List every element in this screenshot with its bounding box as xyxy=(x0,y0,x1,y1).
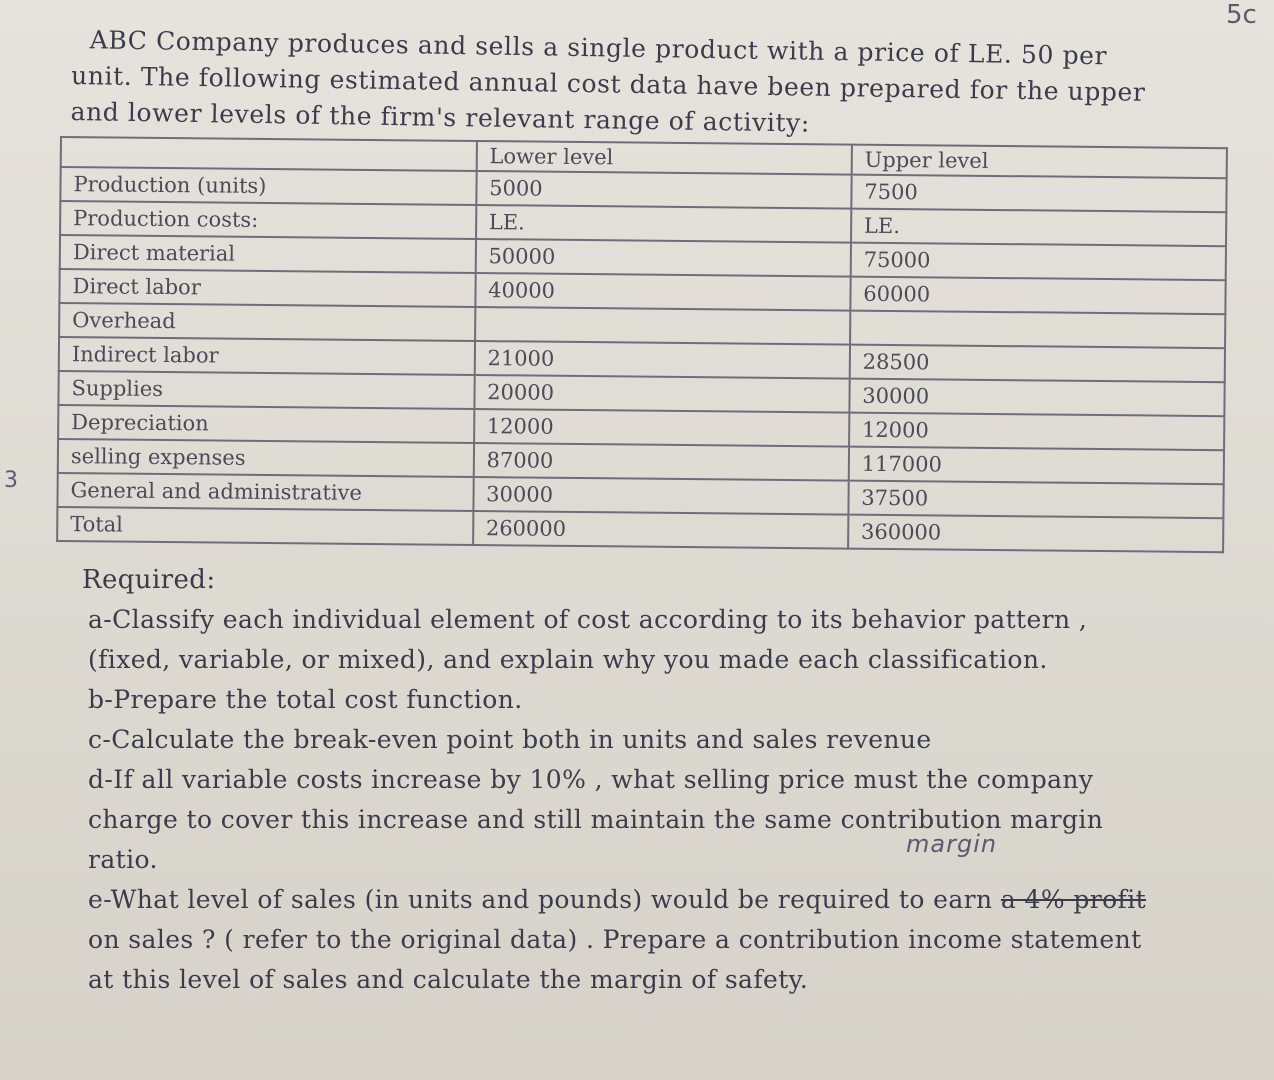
row-lower: 5000 xyxy=(476,171,851,209)
question-b: b-Prepare the total cost function. xyxy=(88,685,523,714)
row-item: Overhead xyxy=(59,303,475,341)
row-upper xyxy=(850,311,1225,349)
question-e-line-2: on sales ? ( refer to the original data) . Prepare a contribution income statement xyxy=(88,925,1142,954)
required-heading: Required: xyxy=(82,565,216,595)
intro-line-2: unit. The following estimated annual cost data have been prepared for the upper xyxy=(70,60,1146,107)
header-lower-level: Lower level xyxy=(476,141,851,175)
intro-line-1: ABC Company produces and sells a single product with a price of LE. 50 per xyxy=(89,25,1108,71)
question-e-line-3: at this level of sales and calculate the margin of safety. xyxy=(88,965,809,994)
row-lower: 50000 xyxy=(475,239,850,277)
cost-data-table xyxy=(56,136,1228,553)
row-item: Production (units) xyxy=(60,167,476,205)
row-item: Direct material xyxy=(60,235,476,273)
cost-data-table-container xyxy=(56,136,1228,553)
question-a-line-1: a-Classify each individual element of cost according to its behavior pattern , xyxy=(88,605,1088,634)
row-lower: LE. xyxy=(476,205,851,243)
question-d-line-1: d-If all variable costs increase by 10% , what selling price must the company xyxy=(88,765,1094,794)
question-a-line-2: (fixed, variable, or mixed), and explain why you made each classification. xyxy=(88,645,1048,674)
row-lower: 12000 xyxy=(474,409,849,447)
problem-intro xyxy=(70,22,1212,148)
row-upper: 75000 xyxy=(850,243,1225,281)
question-e-line-1-text: e-What level of sales (in units and pounds) would be required to earn xyxy=(88,885,1001,914)
row-item: Indirect labor xyxy=(59,337,475,375)
row-item: Supplies xyxy=(58,371,474,409)
row-upper: 28500 xyxy=(850,345,1225,383)
struck-phrase: a 4% profit xyxy=(1000,885,1147,914)
row-item: Production costs: xyxy=(60,201,476,239)
row-upper: 37500 xyxy=(848,481,1223,519)
question-d-line-3: ratio. xyxy=(88,845,158,874)
row-upper: 30000 xyxy=(849,379,1224,417)
row-item: Direct labor xyxy=(59,269,475,307)
handwritten-margin-note: margin xyxy=(906,830,998,858)
row-lower: 21000 xyxy=(474,341,849,379)
required-section xyxy=(82,560,1232,1000)
row-upper: 12000 xyxy=(849,413,1224,451)
row-upper: 60000 xyxy=(850,277,1225,315)
handwritten-side-number: 3 xyxy=(4,468,18,493)
question-c: c-Calculate the break-even point both in units and sales revenue xyxy=(88,725,932,754)
header-item xyxy=(61,137,477,171)
row-upper: 360000 xyxy=(848,515,1223,553)
row-lower: 40000 xyxy=(475,273,850,311)
row-item: Depreciation xyxy=(58,405,474,443)
row-item: General and administrative xyxy=(57,473,473,511)
row-upper: 117000 xyxy=(849,447,1224,485)
row-lower: 87000 xyxy=(473,443,848,481)
row-upper: LE. xyxy=(851,209,1226,247)
header-upper-level: Upper level xyxy=(851,145,1226,179)
corner-mark: 5c xyxy=(1226,0,1257,30)
row-item: selling expenses xyxy=(58,439,474,477)
row-lower: 260000 xyxy=(473,511,848,549)
row-lower: 20000 xyxy=(474,375,849,413)
question-e-line-1 xyxy=(82,880,1232,920)
row-lower xyxy=(475,307,850,345)
question-d-line-2: charge to cover this increase and still maintain the same contribution margin xyxy=(88,805,1104,834)
row-item: Total xyxy=(57,507,473,545)
row-lower: 30000 xyxy=(473,477,848,515)
row-upper: 7500 xyxy=(851,175,1226,213)
intro-line-3: and lower levels of the firm's relevant range of activity: xyxy=(70,96,811,138)
